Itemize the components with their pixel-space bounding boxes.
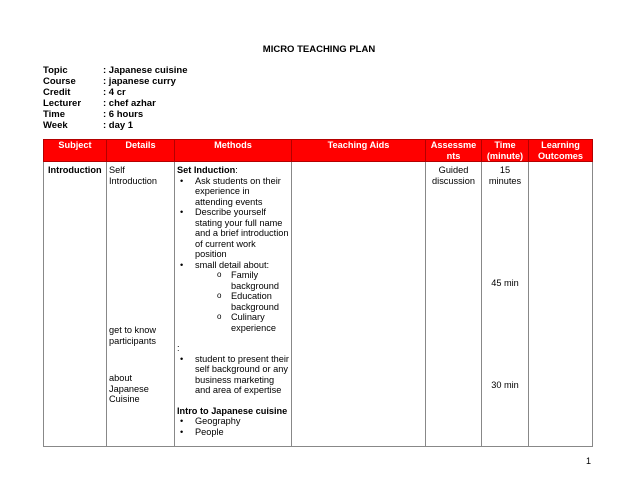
list-item — [177, 260, 289, 334]
meta-key: Lecturer — [43, 97, 82, 109]
list-item: • Ask students on their experience in attending events — [177, 176, 289, 208]
detail-get-to-know: get to know participants — [109, 325, 156, 346]
sub-list-item: o Education background — [217, 291, 289, 312]
list-item: • Describe yourself stating your full name and a brief introduction of current work position — [177, 207, 289, 260]
cell-methods — [175, 162, 292, 447]
ice-braking-heading: : — [177, 343, 180, 353]
plan-meta — [43, 66, 187, 131]
meta-time — [43, 110, 187, 121]
cell-details — [107, 162, 175, 447]
header-time: Time (minute) — [482, 140, 529, 162]
meta-week — [43, 121, 187, 132]
list-item: • student to present their self background or any business marketing and area of expertise — [177, 354, 289, 396]
meta-key: Credit — [43, 86, 71, 98]
meta-key: Course — [43, 75, 76, 87]
time-30: 30 min — [491, 379, 519, 390]
time-15: 15 minutes — [488, 165, 522, 186]
meta-value: : 4 cr — [103, 86, 126, 98]
list-item: • People — [177, 427, 289, 438]
meta-value: : 6 hours — [103, 108, 144, 120]
list-item-text: small detail about: — [195, 259, 270, 270]
meta-value: : japanese curry — [103, 75, 176, 87]
meta-value: : day 1 — [103, 119, 134, 131]
table-header-row — [44, 140, 593, 162]
cell-subject: Introduction — [44, 162, 107, 447]
meta-value: : Japanese cuisine — [103, 65, 188, 76]
page-number: 1 — [586, 456, 592, 466]
header-assessments: Assessme nts — [426, 140, 482, 162]
time-45: 45 min — [491, 278, 519, 288]
sub-list-item: o Family background — [217, 270, 289, 291]
sub-list — [217, 270, 289, 333]
teaching-plan-table — [43, 139, 593, 447]
header-details: Details — [107, 140, 175, 162]
meta-key: Time — [43, 108, 66, 120]
meta-key: Topic — [43, 65, 68, 76]
set-induction-title: Set Induction — [177, 165, 236, 175]
cell-teaching-aids — [292, 162, 426, 447]
page-title: MICRO TEACHING PLAN — [262, 44, 376, 55]
meta-value: : chef azhar — [103, 97, 156, 109]
intro-cuisine-title: Intro to Japanese cuisine — [177, 405, 288, 416]
header-learning-outcomes: Learning Outcomes — [529, 140, 593, 162]
sub-list-item: o Culinary experience — [217, 312, 289, 333]
ice-braking-list — [177, 354, 289, 396]
cell-time — [482, 162, 529, 447]
header-subject: Subject — [44, 140, 107, 162]
cell-assessment: Guided discussion — [426, 162, 482, 447]
header-teaching-aids: Teaching Aids — [292, 140, 426, 162]
table-row — [44, 162, 593, 447]
meta-lecturer — [43, 99, 187, 110]
list-item: • Geography — [177, 416, 289, 427]
detail-about-cuisine: about Japanese Cuisine — [109, 373, 149, 404]
set-induction-list — [177, 176, 289, 334]
meta-key: Week — [43, 119, 68, 131]
cell-learning-outcomes — [529, 162, 593, 447]
detail-self-introduction: Self Introduction — [109, 165, 158, 186]
set-induction-heading: Set Induction: — [177, 165, 238, 175]
intro-list — [177, 416, 289, 437]
header-methods: Methods — [175, 140, 292, 162]
